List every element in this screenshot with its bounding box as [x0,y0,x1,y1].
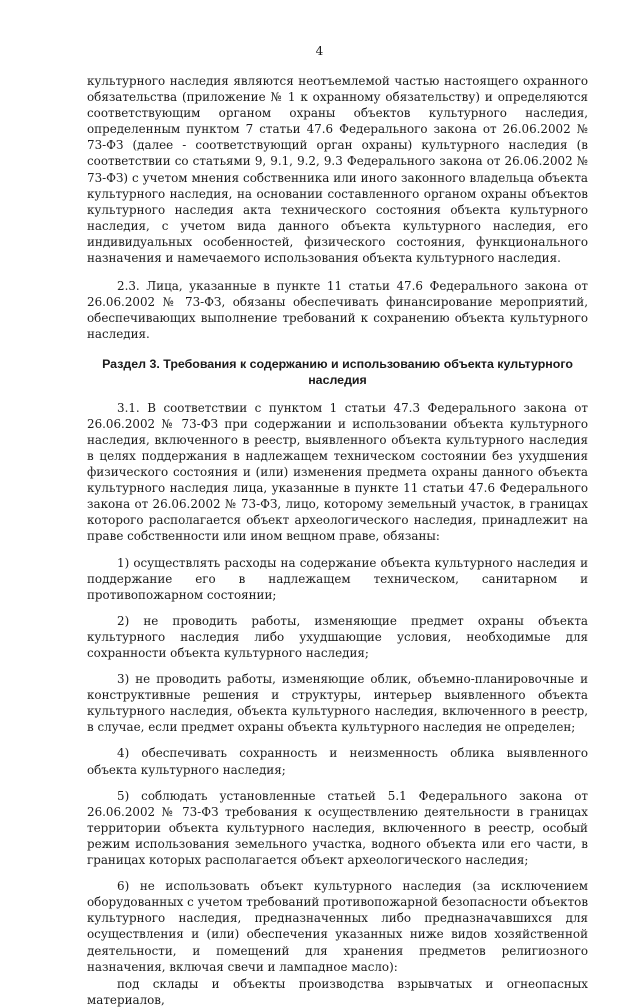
document-body [87,73,588,1008]
list-item-4: 4) обеспечивать сохранность и неизменность облика выявленного объекта культурного наследия; [87,746,588,777]
paragraph-3-1: 3.1. В соответствии с пунктом 1 статьи 47.3 Федерального закона от 26.06.2002 № 73-ФЗ при содержании и использовании объекта культурного наследия, включенного в реестр, выявленного объекта культурного наследия в целях поддержания в надлежащем техническом состоянии без ухудшения физического состояния и (или) изменения предмета охраны данного объекта культурного наследия лица, указанные в пункте 11 статьи 47.6 Федерального закона от 26.06.2002 № 73-ФЗ, лицо, которому земельный участок, в границах которого располагается объект археологического наследия, принадлежит на праве собственности или ином вещном праве, обязаны: [87,400,588,544]
list-item-2: 2) не проводить работы, изменяющие предмет охраны объекта культурного наследия либо ухудшающие условия, необходимые для сохранности объекта культурного наследия; [87,613,588,660]
section-3-heading: Раздел 3. Требования к содержанию и использованию объекта культурного наследия [102,356,573,387]
list-item-3: 3) не проводить работы, изменяющие облик, объемно-планировочные и конструктивные решения и структуры, интерьер выявленного объекта культурного наследия, объекта культурного наследия, включенного в реестр, в случае, если предмет охраны объекта культурного наследия не определен; [87,672,588,735]
list-item-6-sub: под склады и объекты производства взрывчатых и огнеопасных материалов, [87,976,588,1007]
page-number: 4 [315,44,324,58]
paragraph-2-3: 2.3. Лица, указанные в пункте 11 статьи 47.6 Федерального закона от 26.06.2002 № 73-ФЗ, обязаны обеспечивать финансирование мероприятий, обеспечивающих выполнение требований к сохранению объекта культурного наследия. [87,279,588,342]
list-item-6: 6) не использовать объект культурного наследия (за исключением оборудованных с учетом требований противопожарной безопасности объектов культурного наследия, предназначенных либо предназначавшихся для осуществления и (или) обеспечения указанных ниже видов хозяйственной деятельности, и помещений для хранения предметов религиозного назначения, включая свечи и лампадное масло): [87,879,589,974]
paragraph-continuation: культурного наследия являются неотъемлемой частью настоящего охранного обязательства (приложение № 1 к охранному обязательству) и определяются соответствующим органом охраны объектов культурного наследия, определенным пунктом 7 статьи 47.6 Федерального закона от 26.06.2002 № 73-ФЗ (далее - соответствующий орган охраны) культурного наследия (в соответствии со статьями 9, 9.1, 9.2, 9.3 Федерального закона от 26.06.2002 № 73-ФЗ) с учетом мнения собственника или иного законного владельца объекта культурного наследия, на основании составленного органом охраны объектов культурного наследия акта технического состояния объекта культурного наследия, с учетом вида данного объекта культурного наследия, его индивидуальных особенностей, физического состояния, функционального назначения и намечаемого использования объекта культурного наследия. [87,74,588,266]
list-item-5: 5) соблюдать установленные статьей 5.1 Федерального закона от 26.06.2002 № 73-ФЗ требования к осуществлению деятельности в границах территории объекта культурного наследия, включенного в реестр, особый режим использования земельного участка, водного объекта или его части, в границах которых располагается объект археологического наследия; [87,788,588,868]
list-item-1: 1) осуществлять расходы на содержание объекта культурного наследия и поддержание его в надлежащем техническом, санитарном и противопожарном состоянии; [87,555,588,602]
